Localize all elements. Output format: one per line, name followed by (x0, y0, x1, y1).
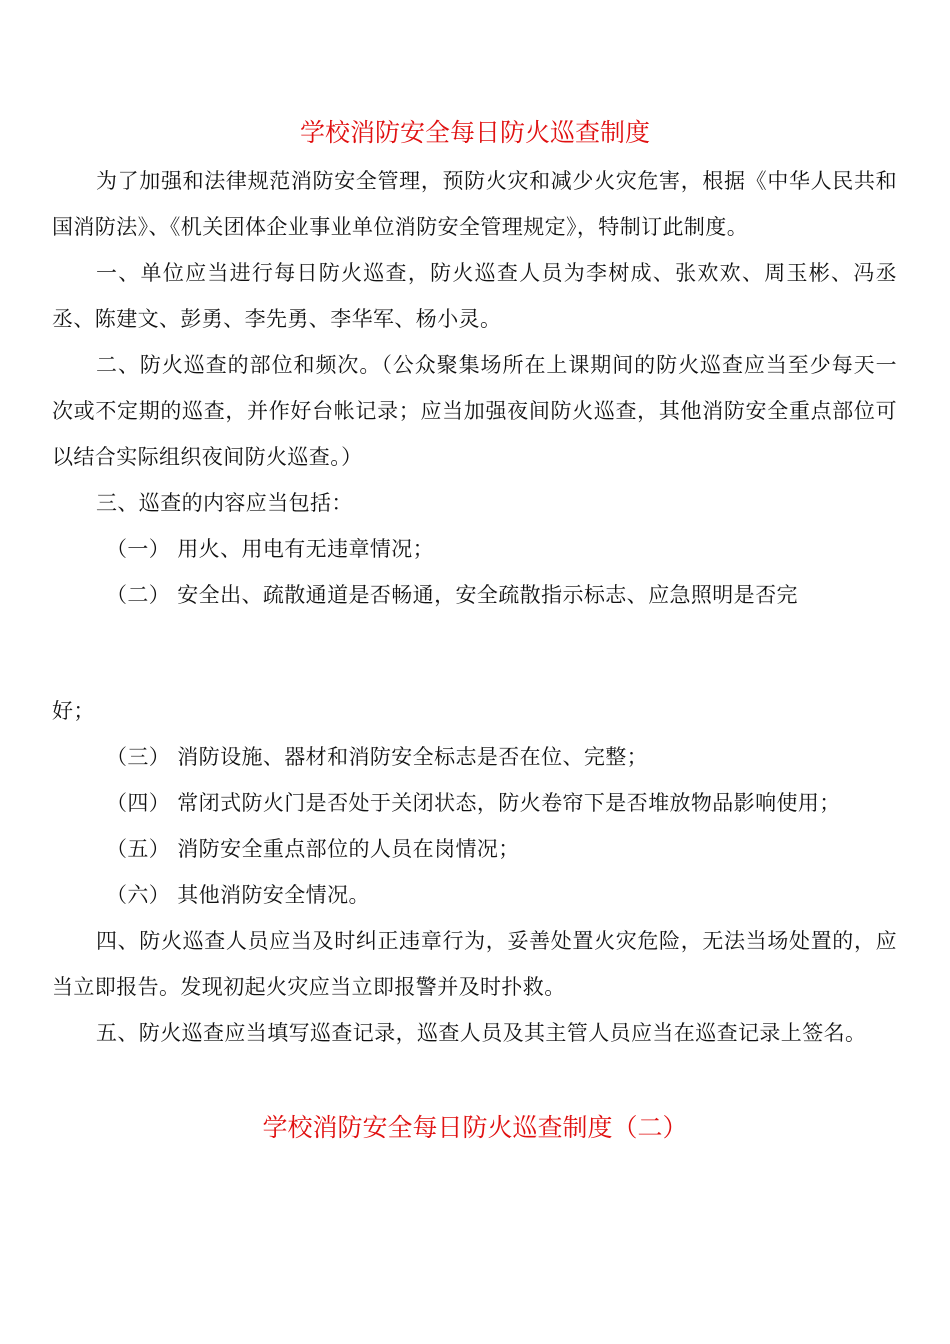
inspection-item-6: （六） 其他消防安全情况。 (106, 883, 370, 907)
document-title: 学校消防安全每日防火巡查制度 (299, 118, 650, 147)
clause-1-paragraph: 一、单位应当进行每日防火巡查，防火巡查人员为李树成、张欢欢、周玉彬、冯丞丞、陈建文、彭勇、李先勇、李华军、杨小灵。 (52, 261, 897, 331)
inspection-item-1: （一） 用火、用电有无违章情况； (106, 537, 435, 561)
clause-3-paragraph: 三、巡查的内容应当包括： (96, 491, 353, 515)
document-body-upper (52, 158, 897, 618)
inspection-item-5: （五） 消防安全重点部位的人员在岗情况； (106, 837, 520, 861)
clause-4-paragraph: 四、防火巡查人员应当及时纠正违章行为，妥善处置火灾危险，无法当场处置的，应当立即报告。发现初起火灾应当立即报警并及时扑救。 (52, 929, 897, 999)
intro-paragraph: 为了加强和法律规范消防安全管理，预防火灾和减少火灾危害，根据《中华人民共和国消防法》、《机关团体企业事业单位消防安全管理规定》，特制订此制度。 (52, 169, 897, 239)
clause-2-paragraph: 二、防火巡查的部位和频次。（公众聚集场所在上课期间的防火巡查应当至少每天一次或不定期的巡查，并作好台帐记录；应当加强夜间防火巡查，其他消防安全重点部位可以结合实际组织夜间防火巡查。） (52, 353, 897, 469)
second-document-title: 学校消防安全每日防火巡查制度（二） (262, 1113, 688, 1142)
inspection-item-2: （二） 安全出、疏散通道是否畅通，安全疏散指示标志、应急照明是否完 (106, 583, 798, 607)
inspection-item-4: （四） 常闭式防火门是否处于关闭状态，防火卷帘下是否堆放物品影响使用； (106, 791, 841, 815)
inspection-item-2-continuation: 好； (52, 699, 95, 723)
document-body-lower (52, 688, 897, 1056)
clause-5-paragraph: 五、防火巡查应当填写巡查记录，巡查人员及其主管人员应当在巡查记录上签名。 (96, 1021, 867, 1045)
inspection-item-3: （三） 消防设施、器材和消防安全标志是否在位、完整； (106, 745, 649, 769)
